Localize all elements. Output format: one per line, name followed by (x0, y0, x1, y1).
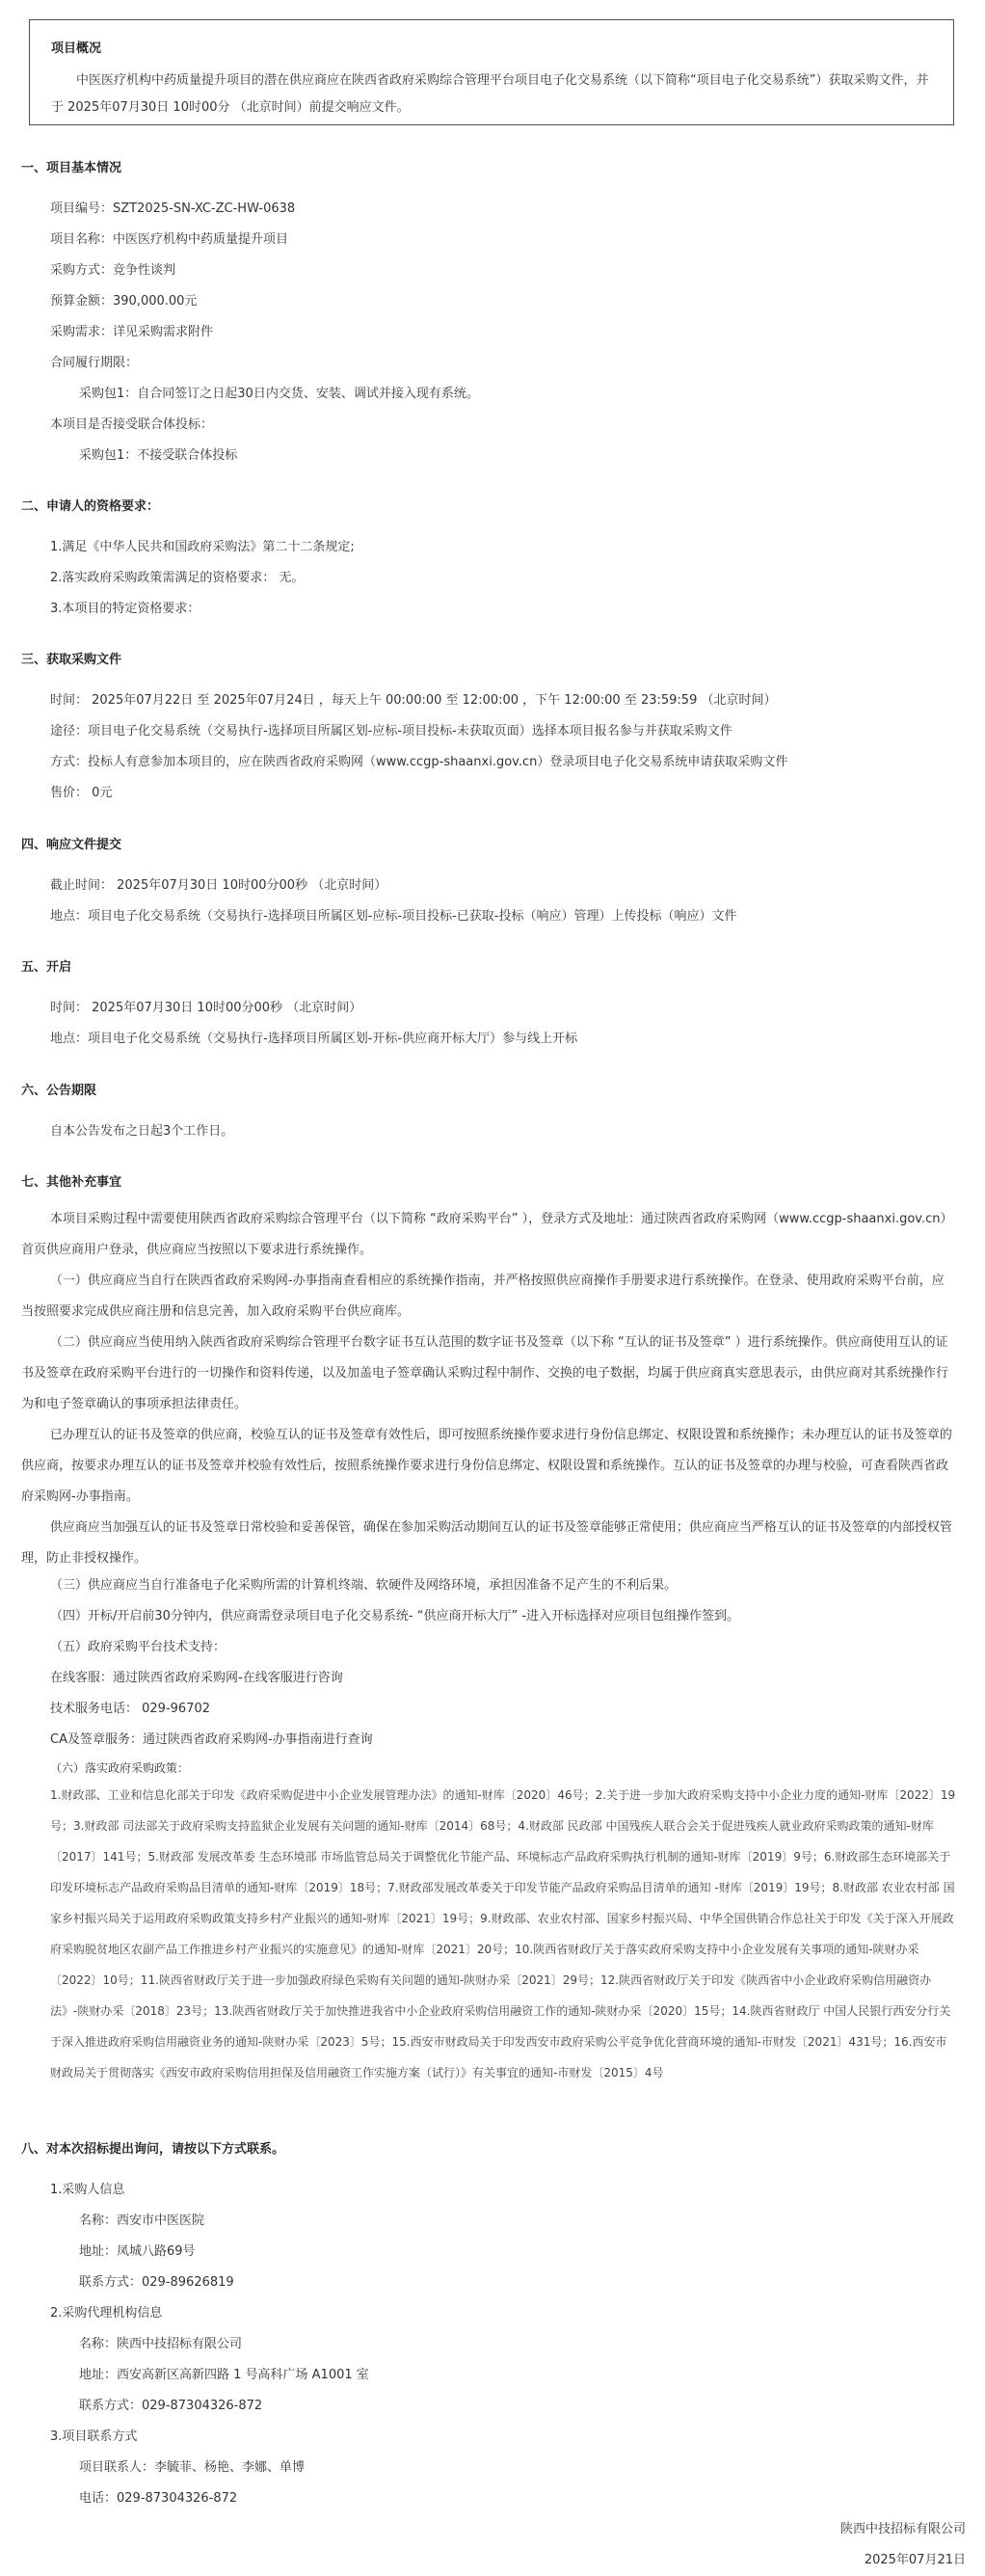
supplement-p2: （一）供应商应当自行在陕西省政府采购网-办事指南查看相应的系统操作指南，并严格按照供应商操作手册要求进行系统操作。在登录、使用政府采购平台前，应当按照要求完成供应商注册和信息完善，加入政府采购平台供应商库。 (21, 1274, 945, 1319)
obtain-way: 方式：投标人有意参加本项目的，应在陕西省政府采购网（www.ccgp-shaanxi.gov.cn）登录项目电子化交易系统申请获取采购文件 (50, 755, 788, 769)
online-service: 在线客服：通过陕西省政府采购网-在线客服进行咨询 (50, 1671, 343, 1685)
package1-period: 采购包1：自合同签订之日起30日内交货、安装、调试并接入现有系统。 (79, 387, 479, 401)
buyer-phone: 联系方式：029-89626819 (79, 2275, 234, 2290)
supplement-p8: （五）政府采购平台技术支持： (50, 1640, 226, 1654)
section-4-heading: 四、响应文件提交 (21, 838, 122, 852)
footer-date: 2025年07月21日 (864, 2553, 966, 2567)
policy-list: 1.财政部、工业和信息化部关于印发《政府采购促进中小企业发展管理办法》的通知-财库〔2020〕46号；2.关于进一步加大政府采购支持中小企业力度的通知-财库〔2022〕19号；3.财政部 司法部关于政府采购支持监狱企业发展有关问题的通知-财库〔2014〕68号；4.财政部 民政部 中国残疾人联合会关于促进残疾人就业政府采购政策的通知-财库〔2017〕141号；5.财政部 发展改革委 生态环境部 市场监管总局关于调整优化节能产品、环境标志产品政府采购执行机制的通知-财库〔2019〕9号；6.财政部生态环境部关于印发环境标志产品政府采购品目清单的通知-财库〔2019〕18号；7.财政部发展改革委关于印发节能产品政府采购品目清单的通知 -财库〔2019〕19号；8.财政部 农业农村部 国家乡村振兴局关于运用政府采购政策支持乡村产业振兴的通知-财库〔2021〕19号；9.财政部、农业农村部、国家乡村振兴局、中华全国供销合作总社关于印发《关于深入开展政府采购脱贫地区农副产品工作推进乡村产业振兴的实施意见》的通知-财库〔2021〕20号；10.陕西省财政厅关于落实政府采购支持中小企业发展有关事项的通知-陕财办采〔2022〕10号；11.陕西省财政厅关于进一步加强政府绿色采购有关问题的通知-陕财办采〔2021〕29号；12.陕西省财政厅关于印发《陕西省中小企业政府采购信用融资办法》-陕财办采〔2018〕23号；13.陕西省财政厅关于加快推进我省中小企业政府采购信用融资工作的通知-陕财办采〔2020〕15号；14.陕西省财政厅 中国人民银行西安分行关于深入推进政府采购信用融资业务的通知-陕财办采〔2023〕5号；15.西安市财政局关于印发西安市政府采购公平竞争优化营商环境的通知-市财发〔2021〕431号；16.西安市财政局关于贯彻落实《西安市政府采购信用担保及信用融资工作实施方案（试行）》有关事宜的通知-市财发〔2015〕4号 (50, 1788, 956, 2080)
section-5-heading: 五、开启 (21, 960, 72, 975)
footer-org: 陕西中技招标有限公司 (839, 2522, 966, 2536)
supplement-p5: 供应商应当加强互认的证书及签章日常校验和妥善保管，确保在参加采购活动期间互认的证书及签章能够正常使用；供应商应当严格互认的证书及签章的内部授权管理，防止非授权操作。 (21, 1520, 952, 1566)
section-8-heading: 八、对本次招标提出询问，请按以下方式联系。 (21, 2142, 285, 2157)
submit-deadline: 截止时间： 2025年07月30日 10时00分00秒 （北京时间） (50, 878, 387, 893)
package1-consortium: 采购包1：不接受联合体投标 (79, 448, 238, 463)
procurement-demand: 采购需求：详见采购需求附件 (50, 325, 214, 339)
contract-period-label: 合同履行期限： (50, 356, 139, 370)
agent-info-title: 2.采购代理机构信息 (50, 2306, 163, 2321)
buyer-info-title: 1.采购人信息 (50, 2183, 125, 2197)
opening-place: 地点：项目电子化交易系统（交易执行-选择项目所属区划-开标-供应商开标大厅）参与线上开标 (50, 1032, 578, 1046)
section-3-heading: 三、获取采购文件 (21, 653, 122, 667)
supplement-p3: （二）供应商应当使用纳入陕西省政府采购综合管理平台数字证书互认范围的数字证书及签章（以下称 “互认的证书及签章” ）进行系统操作。供应商使用互认的证书及签章在政府采购平台进行的一切操作和资料传递，以及加盖电子签章确认采购过程中制作、交换的电子数据，均属于供应商真实意思表示，由供应商对其系统操作行为和电子签章确认的事项承担法律责任。 (21, 1335, 949, 1411)
buyer-name: 名称：西安市中医医院 (79, 2214, 205, 2228)
obtain-time: 时间： 2025年07月22日 至 2025年07月24日 ，每天上午 00:00:00 至 12:00:00 ，下午 12:00:00 至 23:59:59 （北京时间） (50, 693, 777, 708)
agent-address: 地址：西安高新区高新四路 1 号高科广场 A1001 室 (79, 2368, 369, 2382)
qualification-2: 2.落实政府采购政策需满足的资格要求： 无。 (50, 571, 305, 585)
budget-amount: 预算金额：390,000.00元 (50, 294, 198, 309)
section-6-heading: 六、公告期限 (21, 1084, 97, 1098)
section-1-heading: 一、项目基本情况 (21, 161, 122, 175)
overview-box (29, 19, 954, 125)
supplement-p4: 已办理互认的证书及签章的供应商，校验互认的证书及签章有效性后，即可按照系统操作要求进行身份信息绑定、权限设置和系统操作；未办理互认的证书及签章的供应商，按要求办理互认的证书及签章并校验有效性后，按照系统操作要求进行身份信息绑定、权限设置和系统操作。互认的证书及签章的办理与校验，可查看陕西省政府采购网-办事指南。 (21, 1428, 952, 1504)
opening-time: 时间： 2025年07月30日 10时00分00秒 （北京时间） (50, 1001, 362, 1015)
project-name: 项目名称：中医医疗机构中药质量提升项目 (50, 232, 289, 247)
notice-period: 自本公告发布之日起3个工作日。 (50, 1124, 234, 1139)
contact-phone: 电话：029-87304326-872 (79, 2491, 238, 2506)
obtain-route: 途径：项目电子化交易系统（交易执行-选择项目所属区划-应标-项目投标-未获取页面）选择本项目报名参与并获取采购文件 (50, 724, 732, 738)
submit-place: 地点：项目电子化交易系统（交易执行-选择项目所属区划-应标-项目投标-已获取-投标（响应）管理）上传投标（响应）文件 (50, 909, 737, 924)
supplement-p1: 本项目采购过程中需要使用陕西省政府采购综合管理平台（以下简称 “政府采购平台” ），登录方式及地址：通过陕西省政府采购网（www.ccgp-shaanxi.gov.cn）首页供应商用户登录，供应商应当按照以下要求进行系统操作。 (21, 1212, 953, 1257)
qualification-1: 1.满足《中华人民共和国政府采购法》第二十二条规定; (50, 540, 355, 554)
buyer-address: 地址：凤城八路69号 (79, 2244, 196, 2259)
obtain-price: 售价： 0元 (50, 786, 113, 800)
section-7-heading: 七、其他补充事宜 (21, 1175, 122, 1190)
agent-phone: 联系方式：029-87304326-872 (79, 2399, 263, 2413)
overview-title: 项目概况 (51, 41, 102, 56)
supplement-p7: （四）开标/开启前30分钟内，供应商需登录项目电子化交易系统- “供应商开标大厅” -进入开标选择对应项目包组操作签到。 (50, 1609, 740, 1623)
contact-people: 项目联系人：李毓菲、杨艳、李娜、单博 (79, 2460, 306, 2475)
contact-info-title: 3.项目联系方式 (50, 2429, 138, 2444)
ca-service: CA及签章服务：通过陕西省政府采购网-办事指南进行查询 (50, 1732, 373, 1747)
section-2-heading: 二、申请人的资格要求： (21, 499, 160, 514)
agent-name: 名称：陕西中技招标有限公司 (79, 2337, 243, 2351)
qualification-3: 3.本项目的特定资格要求： (50, 602, 200, 616)
overview-text: 中医医疗机构中药质量提升项目的潜在供应商应在陕西省政府采购综合管理平台项目电子化交易系统（以下简称“项目电子化交易系统”）获取采购文件，并于 2025年07月30日 10时00分 （北京时间）前提交响应文件。 (51, 73, 929, 115)
tech-phone: 技术服务电话： 029-96702 (50, 1702, 210, 1716)
procurement-method: 采购方式：竞争性谈判 (50, 263, 176, 278)
project-number: 项目编号：SZT2025-SN-XC-ZC-HW-0638 (50, 201, 296, 216)
consortium-label: 本项目是否接受联合体投标： (50, 417, 214, 432)
supplement-p6: （三）供应商应当自行准备电子化采购所需的计算机终端、软硬件及网络环境，承担因准备不足产生的不利后果。 (50, 1578, 678, 1593)
policy-heading: （六）落实政府采购政策： (50, 1761, 190, 1775)
